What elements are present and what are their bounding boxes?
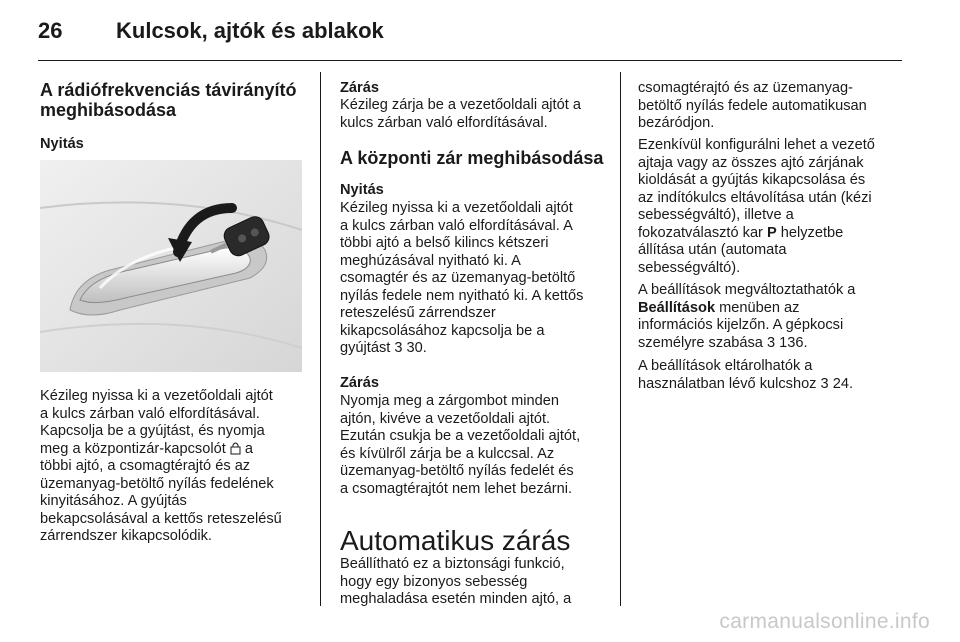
column-divider (320, 72, 321, 606)
page-number: 26 (38, 18, 63, 43)
col2-paragraph-2: Kézileg nyissa ki a vezetőoldali ajtót a kulcs zárban való elfordításával. A többi ajtó a belső kilincs kétszeri meghúzásával nyitható ki. A csomagtér és az üzemanyag-betöltő nyílás fedele nem nyitható ki. A kettős reteszelésű zárrendszer kikapcsolásához kapcsolja be a gyújtást 3 30. (340, 200, 584, 356)
page-reference[interactable]: 30. (406, 340, 427, 356)
col3-paragraph-2: Ezenkívül konfigurálni lehet a vezető ajtaja vagy az összes ajtó zárjának kioldását a gyújtás kikapcsolása és az indítókulcs eltávolítása után (kézi sebességváltó), illetve a fokozatválasztó kar P helyzetbe állítása után (automata sebességváltó). (638, 137, 875, 276)
col3-paragraph-4: A beállítások eltárolhatók a használatban lévő kulcshoz 3 24. (638, 358, 854, 392)
page-reference[interactable]: 24. (832, 375, 854, 392)
gear-position-p: P (766, 224, 777, 241)
col1-paragraph: Kézileg nyissa ki a vezetőoldali ajtót a kulcs zárban való elfordításával. Kapcsolja be a gyújtást, és nyomja meg a központizár-kapcsolót a többi ajtó, a csomagtérajtó és az üzemanyag-betöltő nyílás fedelének kinyitásához. A gyújtás bekapcsolásával a kettős reteszelésű zárrendszer kikapcsolódik. (40, 388, 282, 544)
page-reference-arrow-icon: 3 (394, 340, 403, 356)
subheading-nyitas: Nyitás (40, 136, 84, 152)
header-rule (38, 60, 902, 61)
subheading-nyitas-2: Nyitás (340, 182, 384, 198)
section-heading-central-lock: A központi zár meghibásodása (340, 148, 604, 168)
col3-paragraph-1: csomagtérajtó és az üzemanyag- betöltő nyílás fedele automatikusan bezáródjon. (638, 80, 867, 131)
settings-menu-name: Beállítások (638, 299, 716, 316)
page-reference-arrow-icon: 3 (766, 334, 776, 351)
col3-paragraph-3: A beállítások megváltoztathatók a Beállítások menüben az információs kijelzőn. A gépkocsi személyre szabása 3 136. (638, 282, 856, 351)
page-reference[interactable]: 136. (779, 334, 808, 351)
col2-paragraph-4: Beállítható ez a biztonsági funkció, hogy egy bizonyos sebesség meghaladása esetén minden ajtó, a (340, 556, 572, 607)
subheading-zaras: Zárás (340, 80, 379, 96)
col2-paragraph-1: Kézileg zárja be a vezetőoldali ajtót a kulcs zárban való elfordításával. (340, 97, 581, 131)
door-handle-illustration (40, 160, 302, 372)
section-heading-auto-lock: Automatikus zárás (340, 525, 571, 556)
column-divider (620, 72, 621, 606)
subheading-zaras-2: Zárás (340, 375, 379, 391)
section-heading: A rádiófrekvenciás távirányító meghibásodása (40, 80, 297, 120)
central-lock-switch-icon (230, 441, 241, 455)
page-reference-arrow-icon: 3 (820, 375, 829, 392)
watermark: carmanualsonline.info (719, 610, 930, 633)
col2-paragraph-3: Nyomja meg a zárgombot minden ajtón, kivéve a vezetőoldali ajtót. Ezután csukja be a vezetőoldali ajtót, és kívülről zárja be a kulccsal. Az üzemanyag-betöltő nyílás fedelét és a csomagtérajtót nem lehet bezárni. (340, 393, 581, 497)
running-title: Kulcsok, ajtók és ablakok (116, 18, 384, 43)
car-door-handle-with-key-icon (40, 160, 302, 372)
